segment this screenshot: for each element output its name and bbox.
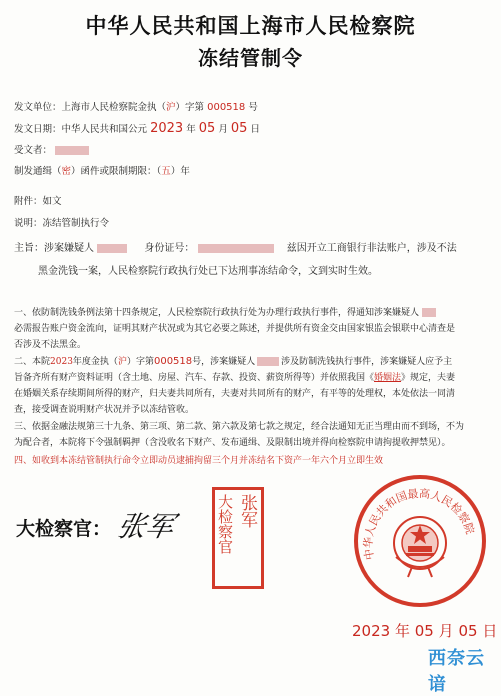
stamp-col-title: 大检察官	[216, 494, 234, 554]
clause-1-line-b: 必需报告账户资金流向，证明其财产状况或为其它必要之陈述，并提供所有资金交由国家银监会银联中心清查是	[14, 324, 456, 334]
clause-2-law: 婚姻法	[374, 373, 402, 383]
clause-2-a5: 涉及防制洗钱执行事件，涉案嫌疑人应予主	[281, 357, 453, 367]
redaction-name	[97, 244, 127, 253]
subject-label: 主旨：涉案嫌疑人	[14, 243, 94, 254]
note-row: 说明：冻结管制执行令	[14, 218, 110, 229]
officer-signature: 张军	[114, 510, 178, 543]
attachment-row: 附件：如文	[14, 196, 62, 207]
date-year: 2023	[150, 121, 184, 136]
issuer-label: 发文单位：	[14, 102, 62, 113]
clause-2-year: 2023	[50, 357, 73, 367]
date-row	[14, 121, 260, 136]
sign-year: 2023	[352, 622, 391, 640]
deadline-mid: ）函件或限制期限：（	[71, 166, 162, 177]
clause-2-line-a	[14, 354, 484, 370]
officer-label: 大检察官：	[16, 518, 112, 540]
issuer-suffix: 号	[248, 102, 258, 113]
date-day: 05	[230, 121, 248, 136]
issuer-number: 000518	[207, 102, 246, 113]
subject-line2: 黑金洗钱一案，人民检察院行政执行处已下达刑事冻结命令，文到实时生效。	[38, 266, 378, 277]
sign-year-char: 年	[394, 622, 410, 640]
document-title-line1: 中华人民共和国上海市人民检察院	[85, 13, 416, 38]
redaction-clause1	[422, 308, 436, 317]
clause-2-line-b	[14, 370, 484, 386]
officer-name-stamp	[212, 487, 264, 589]
id-label: 身份证号：	[144, 243, 195, 254]
issuer-row	[14, 99, 258, 113]
document-title-line2: 冻结管制令	[198, 46, 303, 70]
seal-text-path: 中华人民共和国最高人民检察院	[361, 487, 477, 561]
date-label: 发文日期：	[14, 124, 62, 135]
date-month: 05	[198, 121, 216, 136]
clause-1-text-a: 一、依防制洗钱条例法第十四条规定，人民检察院行政执行处为办理行政执行事件，得通知涉案嫌疑人	[14, 308, 420, 318]
deadline-suffix: ）年	[170, 166, 190, 177]
deadline-num: 五	[161, 166, 171, 177]
redaction-clause2	[257, 357, 279, 366]
issuer-text: 上海市人民检察院金执（	[61, 102, 167, 113]
deadline-prefix: 制发通缉（	[14, 166, 62, 177]
clause-3-line-a: 三、依据金融法规第三十九条、第三项、第二款、第六款及第七款之规定，经合法通知无正当理由而不到场，不为	[14, 422, 465, 432]
issuer-hu: 沪	[166, 102, 176, 113]
stamp-col-name: 张军	[237, 494, 257, 528]
deadline-row	[14, 163, 190, 177]
clause-1	[14, 305, 484, 353]
clause-2-a2: 年度金执（	[72, 357, 118, 367]
redaction-id-number	[198, 244, 274, 253]
clause-3	[14, 419, 484, 451]
clause-2-b-end: 》规定，夫妻	[401, 373, 456, 383]
national-emblem-icon	[394, 517, 446, 577]
clause-2-hu: 沪	[117, 357, 127, 367]
watermark-logo: 西奈云谙	[428, 648, 485, 695]
subject-row	[14, 239, 457, 254]
date-month-char: 月	[218, 124, 228, 135]
redaction-recipient	[55, 146, 89, 155]
clause-2-a1: 二、本院	[14, 357, 51, 367]
recipient-label: 受文者：	[14, 145, 53, 156]
clause-2-a3: ）字第	[126, 357, 154, 367]
deadline-mark: 密	[61, 166, 72, 177]
signing-date	[352, 620, 497, 641]
clause-2-b: 旨备齐所有财产资料证明（含土地、房屋、汽车、存款、投资、薪资所得等）并依照我国《	[14, 373, 375, 383]
date-year-char: 年	[186, 124, 196, 135]
clause-4-warning: 四、如收到本冻结管制执行命令立即动员逮捕拘留三个月并冻结名下资产一年六个月立即生效	[14, 456, 384, 466]
sign-day: 05	[458, 622, 478, 640]
official-seal	[352, 473, 488, 609]
sign-month: 05	[414, 622, 434, 640]
clause-2-line-d: 查，接受调查说明财产状况并予以冻结管收。	[14, 405, 195, 415]
clause-2	[14, 354, 484, 418]
recipient-row	[14, 142, 89, 156]
sign-day-char: 日	[482, 622, 498, 640]
issuer-mid: ）字第	[175, 102, 205, 113]
sign-month-char: 月	[438, 622, 454, 640]
clause-2-a4: 号，涉案嫌疑人	[192, 357, 256, 367]
clause-2-line-c: 在婚姻关系存续期间所得的财产，归夫妻共同所有，夫妻对共同所有的财产，有平等的处理权，本处依法一同清	[14, 389, 456, 399]
clause-2-number: 000518	[153, 356, 193, 367]
date-day-char: 日	[250, 124, 260, 135]
clause-3-line-b: 为配合者，本院将下令强制羁押（含没收名下财产、发布通缉、及限制出境并得向检察院申请拘提收押禁见）。	[14, 438, 451, 448]
subject-reason: 兹因开立工商银行非法账户，涉及不法	[286, 243, 457, 254]
date-prefix: 中华人民共和国公元	[61, 124, 148, 135]
clause-1-line-c: 否涉及不法黑金。	[14, 340, 87, 350]
clause-1-line-a	[14, 305, 484, 321]
